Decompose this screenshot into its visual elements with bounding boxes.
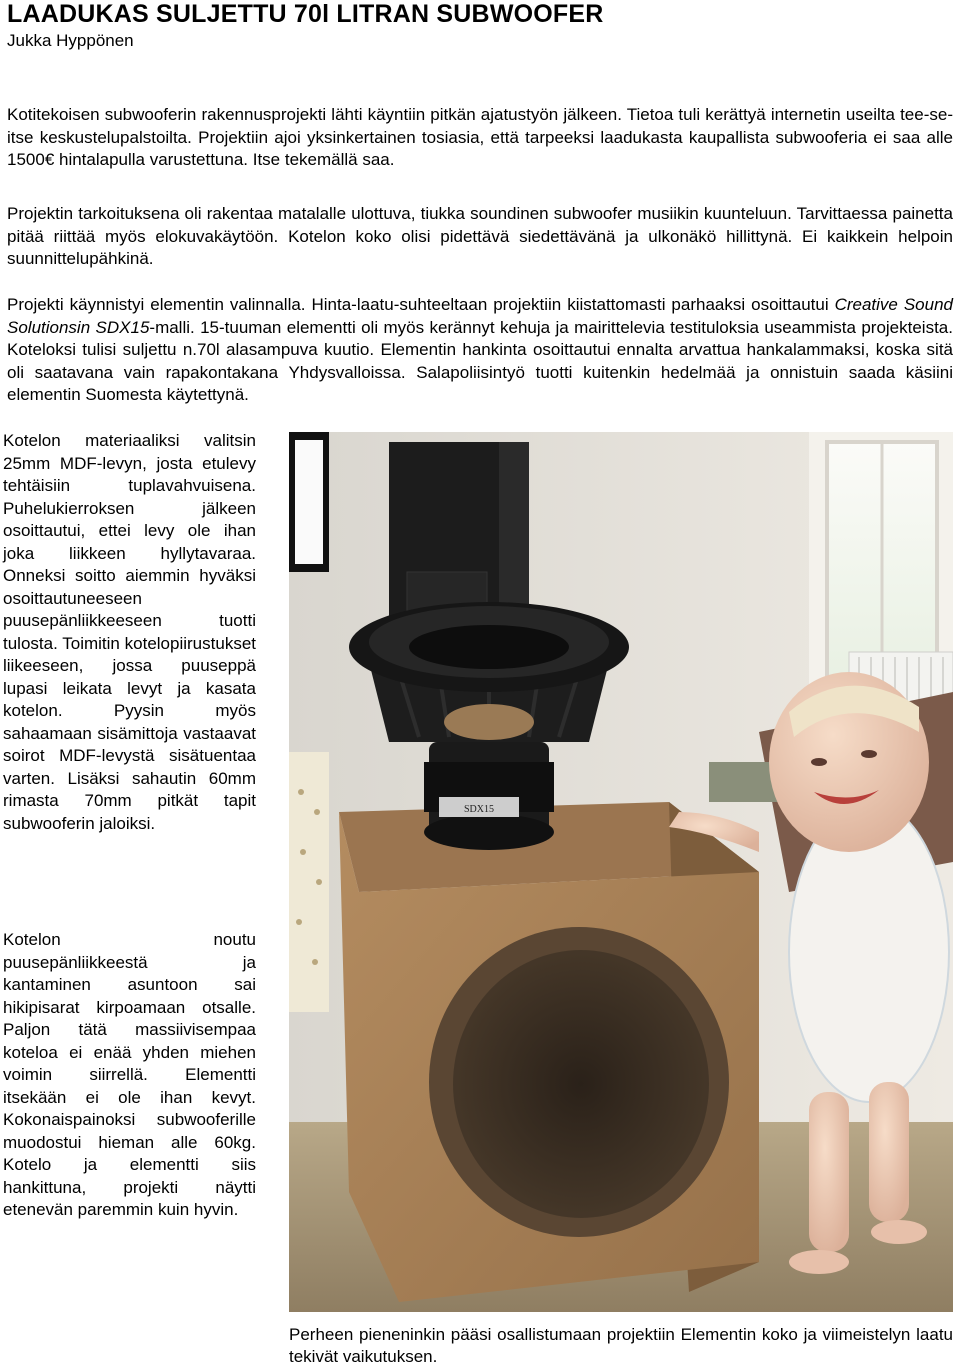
enclosure-opening (453, 950, 709, 1218)
element-selection-paragraph (7, 294, 953, 407)
intro-paragraph: Kotitekoisen subwooferin rakennusprojekti lähti käyntiin pitkän ajatustyön jälkeen. Tietoa tuli kerättyä internetin useilta tee-se-itse keskustelupalstoilta. Projektiin ajoi yksinkertainen tosiasia, että tarpeeksi laadukasta kaupallista subwooferia ei saa alle 1500€ hintalapulla varustettuna. Itse tekemällä saa. (7, 105, 953, 169)
photo-illustration (289, 432, 953, 1312)
product-name: Creative Sound Solutionsin SDX15 (7, 295, 953, 337)
subwoofer-photo (289, 432, 953, 1312)
photo-caption: Perheen pieneninkin pääsi osallistumaan projektiin Elementin koko ja viimeistelyn laatu tekivät vaikutuksen. (289, 1325, 953, 1366)
driver-label: SDX15 (463, 804, 495, 815)
goal-paragraph: Projektin tarkoituksena oli rakentaa matalalle ulottuva, tiukka soundinen subwoofer musiikin kuunteluun. Tarvittaessa painetta pitää riittää myös elokuvakäytöön. Kotelon koko olisi pidettävä siedettävänä ja ulkonäkö hillittynä. Ei kaikkein helpoin suunnittelupähkinä. (7, 204, 953, 268)
p3-text-a: Projekti käynnistyi elementin valinnalla. Hinta-laatu-suhteeltaan projektiin kiistattomasti parhaaksi osoittautui (7, 295, 835, 314)
document-title: LAADUKAS SULJETTU 70l LITRAN SUBWOOFER (7, 0, 604, 28)
brick-shelf (289, 752, 329, 1012)
materials-paragraph: Kotelon materiaaliksi valitsin 25mm MDF-levyn, josta etulevy tehtäisiin tuplavahvuisena. Puhelukierroksen jälkeen osoittautui, ettei levy ole ihan joka liikkeen hyllytavaraa. Onneksi soitto aiemmin hyväksi osoittautuneeseen puusepänliikkeeseen tuotti tulosta. Toimitin kotelopiirustukset liikeeseen, jossa puuseppä lupasi leikata levyt ja kasata kotelon. Pyysin myös sahaamaan sisämittoja vastaavat soirot MDF-levystä sisätuentaa varten. Lisäksi sahautin 60mm rimasta 70mm pitkät tapit subwooferin jaloiksi. (3, 431, 256, 833)
enclosure-paragraph: Kotelon noutu puusepänliikkeestä ja kantaminen asuntoon sai hikipisarat kirpoamaan otsalle. Paljon tätä massiivisempaa koteloa ei enää yhden miehen voimin siirrellä. Elementti itsekään ei ole ihan kevyt. Kokonaispainoksi subwooferille muodostui hieman alle 60kg. Kotelo ja elementti siis hankittuna, projekti näytti etenevän paremmin kuin hyvin. (3, 930, 256, 1219)
p3-text-b: -malli. 15-tuuman elementti oli myös kerännyt kehuja ja mairittelevia testituloksia useammista projekteista. Koteloksi tulisi suljettu n.70l alasampuva kuutio. Elementin hankinta osoittautui ennalta arvattua hankalammaksi, koska sitä oli saatavana vain rapakontakana Yhdysvalloissa. Salapoliisintyö tuotti kuitenkin hedelmää ja onnistuin saada käsiini elementin Suomesta käytettynä. (7, 317, 953, 404)
author-name: Jukka Hyppönen (7, 31, 134, 50)
